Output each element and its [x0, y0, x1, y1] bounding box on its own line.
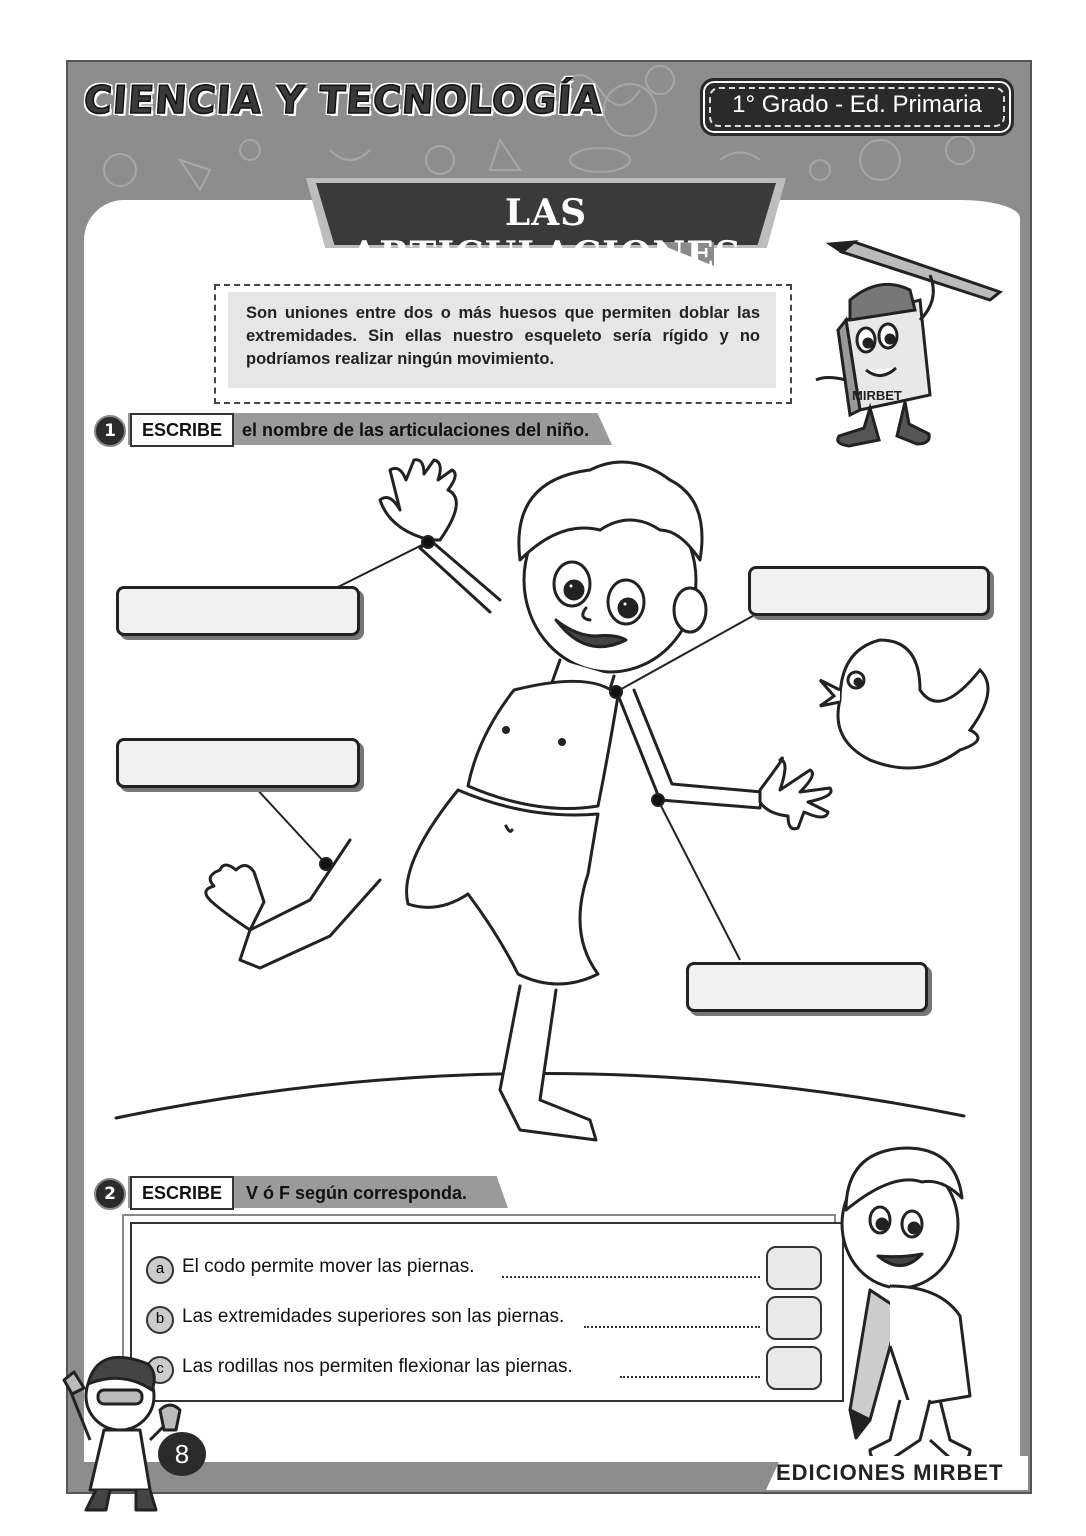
lesson-title: LAS ARTICULACIONES — [350, 192, 742, 276]
task-2-number: 2 — [94, 1178, 126, 1210]
item-statement: Las extremidades superiores son las piernas. — [182, 1306, 565, 1327]
subject-title: CIENCIA Y TECNOLOGÍA — [82, 78, 605, 122]
item-letter: a — [146, 1256, 174, 1284]
item-letter: b — [146, 1306, 174, 1334]
boy-with-pencil — [842, 1148, 970, 1461]
task-2-instruction: V ó F según corresponda. — [246, 1183, 468, 1203]
item-letter: c — [146, 1356, 174, 1384]
task-1-number: 1 — [94, 415, 126, 447]
definition-text: Son uniones entre dos o más huesos que permiten doblar las extremidades. Sin ellas nuestro esqueleto sería rígido y no podríamos realizar ningún movimiento. — [246, 304, 760, 368]
page-number: 8 — [158, 1432, 206, 1476]
grade-label: 1° Grado - Ed. Primaria — [732, 91, 982, 118]
item-statement: Las rodillas nos permiten flexionar las piernas. — [182, 1356, 573, 1377]
mascot-label: MIRBET — [852, 388, 902, 403]
publisher-name: EDICIONES MIRBET — [776, 1460, 1004, 1485]
item-statement: El codo permite mover las piernas. — [182, 1256, 475, 1277]
scientist-kid — [64, 1357, 180, 1510]
task-1-verb: ESCRIBE — [130, 413, 234, 447]
task-2-verb: ESCRIBE — [130, 1176, 234, 1210]
task-1-instruction: el nombre de las articulaciones del niño. — [242, 420, 590, 440]
